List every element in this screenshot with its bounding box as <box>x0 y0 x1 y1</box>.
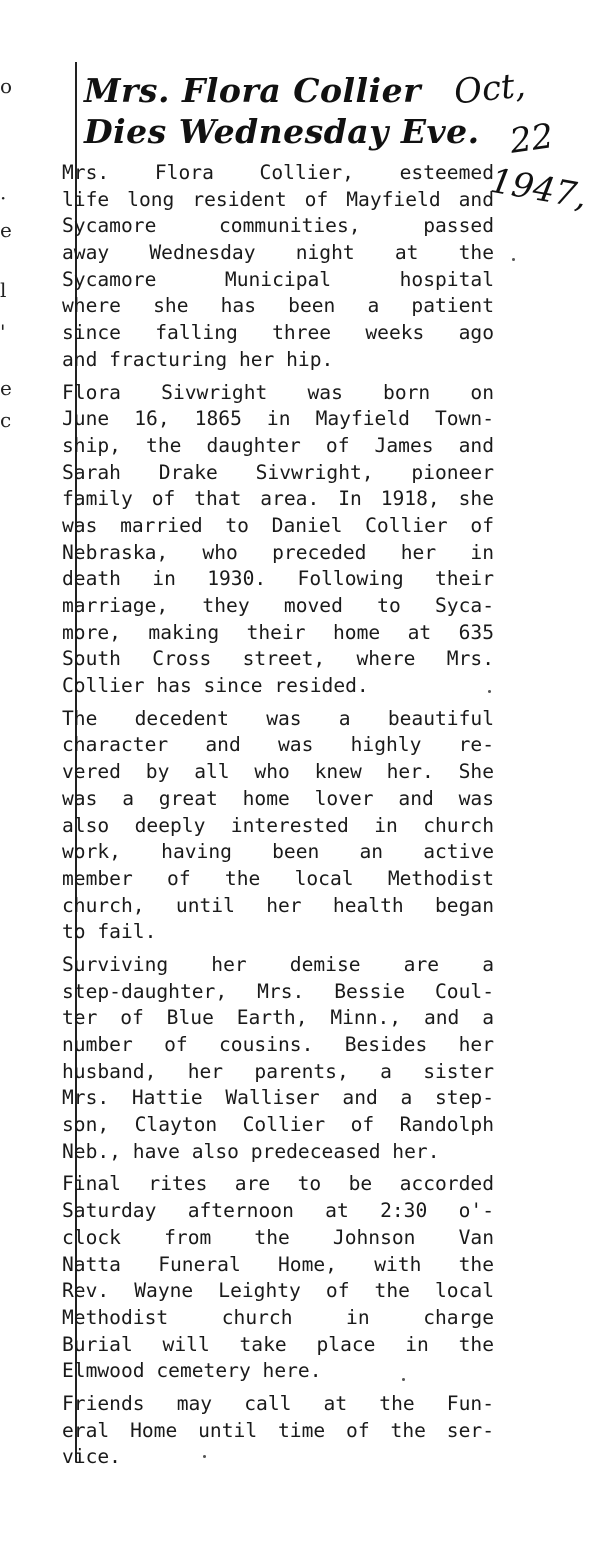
article-line: clock from the Johnson Van <box>62 1225 494 1249</box>
article-line: Elmwood cemetery here. <box>62 1359 322 1383</box>
article-line: Saturday afternoon at 2:30 o'- <box>62 1199 494 1223</box>
article-paragraph <box>62 160 494 374</box>
article-line: Sycamore communities, passed <box>62 214 494 238</box>
article-line: Friends may call at the Fun- <box>62 1391 494 1415</box>
article-line: to fail. <box>62 920 157 944</box>
article-line: away Wednesday night at the <box>62 241 494 265</box>
print-speck <box>512 258 515 261</box>
article-line: since falling three weeks ago <box>62 321 494 345</box>
article-line: Flora Sivwright was born on <box>62 380 494 404</box>
article-line: work, having been an active <box>62 840 494 864</box>
article-line: Nebraska, who preceded her in <box>62 540 494 564</box>
article-line: ship, the daughter of James and <box>62 433 494 457</box>
margin-char: o <box>0 74 13 98</box>
article-line: family of that area. In 1918, she <box>62 487 494 511</box>
margin-char: e <box>0 218 12 242</box>
article-line: life long resident of Mayfield and <box>62 187 494 211</box>
article-line: also deeply interested in church <box>62 813 494 837</box>
article-line: husband, her parents, a sister <box>62 1059 494 1083</box>
article-paragraph <box>62 1391 494 1471</box>
article-line: and fracturing her hip. <box>62 347 334 371</box>
headline-line-1: Mrs. Flora Collier <box>84 71 421 110</box>
handwritten-month: Oct, <box>452 65 528 113</box>
article-line: step-daughter, Mrs. Bessie Coul- <box>62 979 494 1003</box>
article-line: Collier has since resided. <box>62 674 369 698</box>
article-line: marriage, they moved to Syca- <box>62 594 494 617</box>
article-paragraph <box>62 380 494 700</box>
article-line: Natta Funeral Home, with the <box>62 1252 494 1276</box>
article-paragraph <box>62 706 494 946</box>
article-line: vered by all who knew her. She <box>62 760 494 784</box>
article-line: ter of Blue Earth, Minn., and a <box>62 1006 494 1030</box>
article-paragraph <box>62 952 494 1166</box>
article-line: Neb., have also predeceased her. <box>62 1139 440 1163</box>
handwritten-day: 22 <box>507 116 556 162</box>
print-speck <box>402 1378 405 1381</box>
article-line: more, making their home at 635 <box>62 620 494 644</box>
headline-line-2: Dies Wednesday Eve. <box>84 112 480 151</box>
article-line: Sycamore Municipal hospital <box>62 267 494 291</box>
article-line: church, until her health began <box>62 893 494 917</box>
article-line: Final rites are to be accorded <box>62 1172 494 1196</box>
margin-char: c <box>0 408 12 432</box>
article-line: was married to Daniel Collier of <box>62 513 494 537</box>
article-line: Burial will take place in the <box>62 1332 494 1356</box>
article-line: Sarah Drake Sivwright, pioneer <box>62 460 494 484</box>
margin-char: l <box>0 278 7 302</box>
headline <box>84 70 504 152</box>
print-speck <box>203 1455 206 1458</box>
article-line: South Cross street, where Mrs. <box>62 647 494 671</box>
article-line: was a great home lover and was <box>62 786 494 810</box>
article-line: son, Clayton Collier of Randolph <box>62 1113 494 1137</box>
article-line: Methodist church in charge <box>62 1305 494 1329</box>
article-line: death in 1930. Following their <box>62 567 494 591</box>
article-line: Rev. Wayne Leighty of the local <box>62 1279 494 1303</box>
adjacent-column-fragment <box>0 60 14 500</box>
article-line: where she has been a patient <box>62 294 494 318</box>
article-line: member of the local Methodist <box>62 866 494 890</box>
margin-char: · <box>0 186 7 210</box>
handwritten-year: 1947, <box>487 160 591 218</box>
article-line: June 16, 1865 in Mayfield Town- <box>62 407 494 431</box>
margin-char: ' <box>0 320 6 344</box>
article-line: vice. <box>62 1445 121 1469</box>
margin-char: e <box>0 376 12 400</box>
article-paragraph <box>62 1171 494 1385</box>
obituary-article <box>62 160 494 1471</box>
article-line: The decedent was a beautiful <box>62 706 494 730</box>
article-line: eral Home until time of the ser- <box>62 1418 494 1442</box>
article-line: number of cousins. Besides her <box>62 1033 494 1056</box>
article-line: Mrs. Hattie Walliser and a step- <box>62 1086 494 1110</box>
article-line: Surviving her demise are a <box>62 952 494 976</box>
print-speck <box>488 690 491 693</box>
article-line: character and was highly re- <box>62 733 494 757</box>
article-line: Mrs. Flora Collier, esteemed <box>62 161 494 184</box>
